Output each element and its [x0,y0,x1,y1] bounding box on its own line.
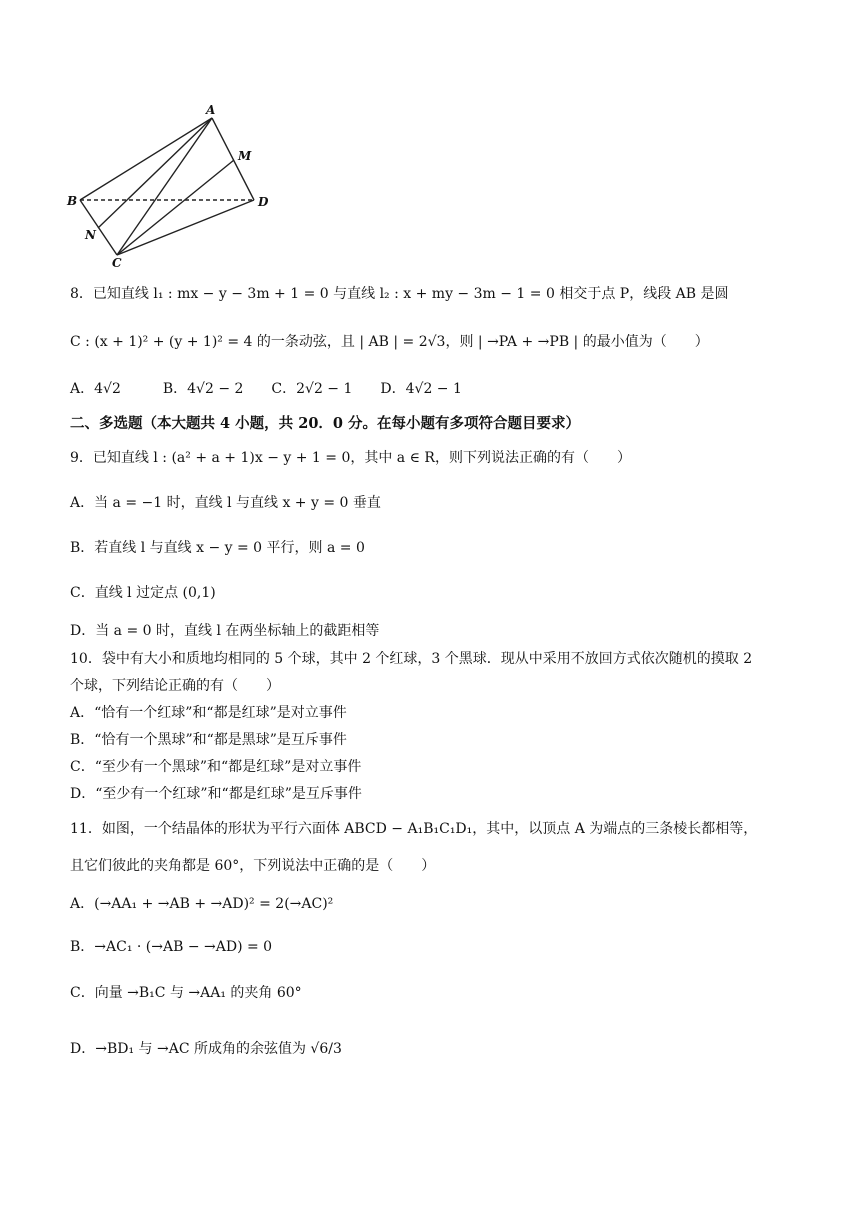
q10-option-a: A．“恰有一个红球”和“都是红球”是对立事件 [70,705,347,721]
edge-cm [117,160,234,255]
label-d: D [258,195,269,209]
q10-line2: 个球，下列结论正确的有（ ） [70,678,280,694]
q11-option-c: C．向量 →B₁C 与 →AA₁ 的夹角 60° [70,985,302,1001]
q9-option-b: B．若直线 l 与直线 x − y = 0 平行，则 a = 0 [70,540,365,556]
q9-stem: 9．已知直线 l : (a² + a + 1)x − y + 1 = 0，其中 a ∈ R，则下列说法正确的有（ ） [70,450,631,466]
label-c: C [112,256,122,270]
edge-ac [117,118,212,255]
q11-option-b: B．→AC₁ · (→AB − →AD) = 0 [70,939,273,955]
q8-options: A．4√2 B．4√2 − 2 C．2√2 − 1 D．4√2 − 1 [70,381,462,397]
label-a: A [206,103,216,117]
edge-cd [117,200,254,255]
edge-ab [80,118,212,200]
q9-option-d: D．当 a = 0 时，直线 l 在两坐标轴上的截距相等 [70,623,380,639]
q11-option-d: D．→BD₁ 与 →AC 所成角的余弦值为 √6/3 [70,1041,342,1057]
q11-option-a: A．(→AA₁ + →AB + →AD)² = 2(→AC)² [70,896,334,912]
section2-heading: 二、多选题（本大题共 4 小题，共 20．0 分。在每小题有多项符合题目要求） [70,415,581,432]
q11-line1: 11．如图，一个结晶体的形状为平行六面体 ABCD − A₁B₁C₁D₁，其中，以顶点 A 为端点的三条棱长都相等， [70,821,758,837]
q9-option-a: A．当 a = −1 时，直线 l 与直线 x + y = 0 垂直 [70,495,381,511]
q8-line2: C : (x + 1)² + (y + 1)² = 4 的一条动弦，且 | AB | = 2√3，则 | →PA + →PB | 的最小值为（ ） [70,334,709,350]
geometry-figure [62,100,282,270]
label-b: B [67,194,78,208]
q10-option-d: D．“至少有一个红球”和“都是红球”是互斥事件 [70,786,362,802]
edge-an [98,118,212,228]
q10-option-c: C．“至少有一个黑球”和“都是红球”是对立事件 [70,759,362,775]
q9-option-c: C．直线 l 过定点 (0,1) [70,585,216,601]
label-m: M [238,149,252,163]
q11-line2: 且它们彼此的夹角都是 60°，下列说法中正确的是（ ） [70,858,436,874]
q8-line1: 8．已知直线 l₁ : mx − y − 3m + 1 = 0 与直线 l₂ : x + my − 3m − 1 = 0 相交于点 P，线段 AB 是圆 [70,286,729,302]
label-n: N [85,228,96,242]
q10-option-b: B．“恰有一个黑球”和“都是黑球”是互斥事件 [70,732,347,748]
q10-line1: 10．袋中有大小和质地均相同的 5 个球，其中 2 个红球，3 个黑球．现从中采用不放回方式依次随机的摸取 2 [70,651,753,667]
